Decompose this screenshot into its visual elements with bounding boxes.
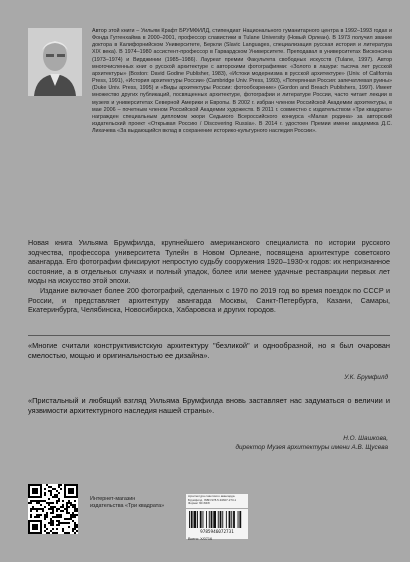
online-shop-line-2: издательства «Три квадрата» bbox=[90, 503, 165, 509]
price-sticker: Архитектура советского авангарда. Брумфилд. ISBN 978-5-94607-273-1 Формат 60×84/8 bbox=[186, 494, 248, 508]
quote-2-author: Н.О. Шашкова, bbox=[343, 435, 388, 442]
author-portrait bbox=[28, 28, 82, 96]
book-description-paragraph-2: Издание включает более 200 фотографий, сделанных с 1970 по 2019 год во время поездок по СССР и России, и представляет архитектуру авангарда Москвы, Санкт-Петербурга, Казани, Самары, Екатеринбурга, Челябинска, Новосибирска, Хабаровска и других городов. bbox=[28, 285, 390, 315]
quote-1-author: У.К. Брумфилд bbox=[344, 374, 388, 381]
isbn-barcode-number: 9785946072731 bbox=[200, 530, 234, 535]
barcode-graphic bbox=[186, 509, 248, 529]
barcode-subtext: Всего: X/0716 bbox=[188, 537, 213, 541]
quote-1: «Многие считали конструктивистскую архитектуру "безликой" и однообразной, но я был очарован смелостью, мощью и оригинальностью ее дизайна». bbox=[28, 341, 390, 360]
author-biography bbox=[92, 28, 392, 135]
online-shop-line-1: Интернет-магазин bbox=[90, 496, 136, 502]
qr-code-graphic bbox=[28, 484, 78, 534]
book-description-paragraph-1: Новая книга Уильяма Брумфилда, крупнейшего американского специалиста по истории русского зодчества, профессора университета Тулейн в Новом Орлеане, посвящена архитектуре советского авангарда. Его фотографии фиксируют непростую судьбу сооружения 1920–1930-х годов: их непризнанное состояние, а в отдельных случаях и полный упадок, более или менее удачные реставрации первых лет моды на искусство этой эпохи. bbox=[28, 238, 390, 286]
quote-2-signature bbox=[235, 435, 388, 452]
online-shop-label bbox=[90, 496, 164, 510]
section-divider bbox=[28, 335, 390, 336]
author-biography-text: Автор этой книги – Уильям Крафт БРУМФИЛД, стипендиат Национального гуманитарного центра в 1992–1993 годах и Фонда Гуггенхайма в 2000–2001, профессор славистики в Tulane University (Новый Орлеан). В 1973 получил звание доктора в Калифорнийском Университете, Беркли (Slavic Languages, специализация русская история и литература XIX века). В 1974–1980 ассистент-профессор в Гарвардском Университете. Преподавал в университетах Висконсина (1973–1974) и Вирджинии (1985–1986). Лауреат премии Факультета свободных искусств (Tulane, 1997). Автор многочисленных книг о русской архитектуре с авторскими фотографиями: «Золото в лазури: тысяча лет русской архитектуры» (Boston: David Godine Publisher, 1983), «Истоки модернизма в русской архитектуре» (Univ. of California Press, 1991), «История архитектуры России» (Cambridge Univ. Press, 1993), «Потерянная Россия: запечатлевая руины» (Duke Univ. Press, 1995) и «Виды архитектуры России: фотообозрение» (Gordon and Breach Publishers, 1997). Имеет множество других публикаций, посвященных архитектуре, фотографии и литературе России, часто читает лекции в музеях и университетах Северной Америки и Европы. В 2002 г. избран членом Российской Академии архитектуры, в мае 2006 – почетным членом Российской Академии художеств. В 2011 г. совместно с издательством «Три квадрата» награжден специальным дипломом жюри Седьмого Всероссийского конкурса «Малая родина» за авторский издательский проект «Открывая Россию / Discovering Russia». В 2014 г. удостоен Премии имени академика Д.С. Лихачева «За выдающийся вклад в сохранение историко-культурного наследия России». bbox=[92, 28, 392, 135]
quote-2: «Пристальный и любящий взгляд Уильяма Брумфилда вновь заставляет нас задуматься о величии и уязвимости архитектурного наследия нашей страны». bbox=[28, 396, 390, 415]
quote-2-author-role: директор Музея архитектуры имени А.В. Щусева bbox=[235, 443, 388, 451]
book-description bbox=[28, 238, 390, 315]
author-portrait-image bbox=[28, 28, 82, 96]
qr-code-icon[interactable] bbox=[28, 484, 78, 534]
